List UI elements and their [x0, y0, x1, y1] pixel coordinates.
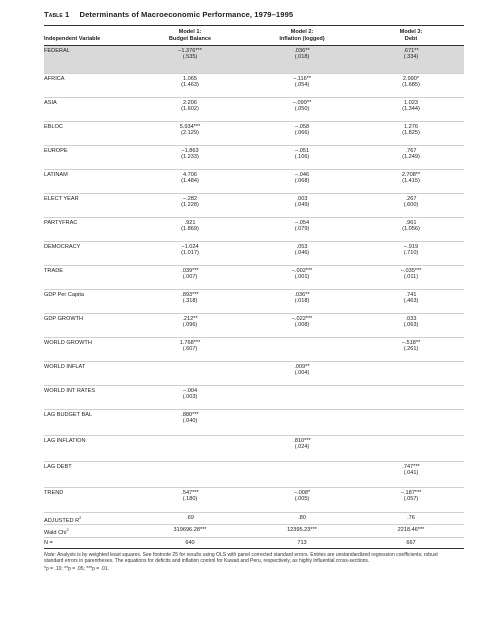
- model-2-cell: [246, 314, 358, 338]
- model-3-cell: [358, 386, 464, 410]
- model-3-cell: [358, 46, 464, 74]
- coefficient: .880***: [181, 412, 199, 418]
- model-2-cell: [246, 146, 358, 170]
- coefficient: 667: [406, 539, 416, 546]
- model-2-cell: [246, 386, 358, 410]
- variable-label-text: LAG DEBT: [44, 464, 72, 470]
- variable-label: [44, 462, 134, 488]
- standard-error: (.066): [294, 130, 310, 137]
- variable-label-text: WORLD INFLAT: [44, 364, 86, 370]
- coefficient: −.022***: [291, 316, 313, 322]
- standard-error: (.096): [182, 322, 198, 329]
- standard-error: (.004): [294, 370, 310, 377]
- table-number: Table 1: [44, 10, 70, 19]
- variable-label-text: WORLD INT RATES: [44, 388, 96, 394]
- table-row: [44, 290, 464, 314]
- table-row: [44, 122, 464, 146]
- variable-label-text: FEDERAL: [44, 48, 70, 54]
- model-1-cell: [134, 314, 246, 338]
- table-row: [44, 170, 464, 194]
- model-1-cell: [134, 218, 246, 242]
- standard-error: (.049): [294, 202, 310, 209]
- variable-label-text: LAG BUDGET BAL: [44, 412, 93, 418]
- coefficient: −.282: [182, 196, 198, 202]
- model-3-cell: [358, 74, 464, 98]
- model-3-cell: [358, 242, 464, 266]
- table-row: [44, 46, 464, 74]
- table-row: [44, 266, 464, 290]
- variable-label: [44, 242, 134, 266]
- variable-label-text: TREND: [44, 490, 64, 496]
- table-body: [44, 46, 464, 549]
- coefficient: .547***: [181, 490, 199, 496]
- variable-label: [44, 513, 134, 525]
- table-header-row: [44, 26, 464, 46]
- model-3-name: Debt: [404, 36, 418, 42]
- coefficient: 1.768***: [179, 340, 201, 346]
- model-1-cell: [134, 462, 246, 488]
- table-row: [44, 513, 464, 525]
- variable-label: [44, 146, 134, 170]
- coefficient: 5.934***: [179, 124, 201, 130]
- variable-label-text: ASIA: [44, 100, 57, 106]
- standard-error: (.463): [403, 298, 419, 305]
- model-2-cell: [246, 74, 358, 98]
- coefficient: .747***: [402, 464, 420, 470]
- table-row: [44, 410, 464, 436]
- independent-variable-header: Independent Variable: [44, 36, 101, 42]
- coefficient: −1.024: [181, 244, 199, 250]
- model-3-cell: [358, 290, 464, 314]
- coefficient: .053: [296, 244, 308, 250]
- table-row: [44, 338, 464, 362]
- variable-label: [44, 525, 134, 537]
- standard-error: (.180): [182, 496, 198, 503]
- standard-error: (.068): [294, 178, 310, 185]
- standard-error: (1.228): [181, 202, 199, 209]
- coefficient: .810***: [293, 438, 311, 444]
- coefficient: 2218.46***: [397, 527, 425, 534]
- variable-label: [44, 266, 134, 290]
- variable-label: [44, 122, 134, 146]
- coefficient: −.919: [403, 244, 419, 250]
- coefficient: −.051: [294, 148, 310, 154]
- coefficient: −.035***: [400, 268, 422, 274]
- model-3-cell: [358, 98, 464, 122]
- variable-label: [44, 436, 134, 462]
- model-3-cell: [358, 338, 464, 362]
- variable-label-text: EUROPE: [44, 148, 68, 154]
- model-1-cell: [134, 266, 246, 290]
- coefficient: −1.863: [181, 148, 199, 154]
- coefficient: 1.276: [404, 124, 418, 130]
- coefficient: −.004: [182, 388, 198, 394]
- coefficient: .961: [405, 220, 417, 226]
- note-text: Analysis is by weighted least squares. See footnote 25 for results using OLS with panel corrected standard errors. Entries are unstandardized regression coefficients; robust standard errors in parentheses. The equations for deficits and inflation control for Kuwait and Peru, respectively, as highly influential cross-sections.: [44, 551, 438, 564]
- standard-error: (1.602): [181, 106, 199, 113]
- model-3-cell: [358, 170, 464, 194]
- model-1-name: Budget Balance: [168, 36, 212, 42]
- variable-label: [44, 290, 134, 314]
- coefficient: .036**: [294, 292, 310, 298]
- variable-label: [44, 98, 134, 122]
- variable-label-text: LAG INFLATION: [44, 438, 86, 444]
- variable-label: [44, 314, 134, 338]
- variable-label: [44, 488, 134, 513]
- coefficient: .76: [407, 515, 415, 521]
- model-1-cell: [134, 488, 246, 513]
- standard-error: (1.233): [181, 154, 199, 161]
- standard-error: (.079): [294, 226, 310, 233]
- standard-error: (.008): [294, 322, 310, 329]
- variable-label-text: ELECT YEAR: [44, 196, 79, 202]
- variable-label: [44, 362, 134, 386]
- coefficient: .921: [184, 220, 196, 226]
- model-1-cell: [134, 362, 246, 386]
- model-1-cell: [134, 525, 246, 537]
- standard-error: (.535): [182, 54, 198, 61]
- standard-error: (1.056): [402, 226, 420, 233]
- coefficient: −.058: [294, 124, 310, 130]
- standard-error: (.050): [294, 106, 310, 113]
- standard-error: (.040): [182, 418, 198, 425]
- model-2-cell: [246, 290, 358, 314]
- variable-label: [44, 386, 134, 410]
- standard-error: (1.869): [181, 226, 199, 233]
- model-1-cell: [134, 146, 246, 170]
- model-2-cell: [246, 218, 358, 242]
- coefficient: −.187***: [400, 490, 422, 496]
- standard-error: (.710): [403, 250, 419, 257]
- standard-error: (2.129): [181, 130, 199, 137]
- model-2-cell: [246, 525, 358, 537]
- standard-error: (.018): [294, 54, 310, 61]
- note-label: Note:: [44, 551, 56, 558]
- standard-error: (.007): [182, 274, 198, 281]
- regression-table: [44, 25, 464, 549]
- model-2-cell: [246, 122, 358, 146]
- variable-label-text: Wald Chi: [44, 530, 67, 537]
- coefficient: .267: [405, 196, 417, 202]
- model-1-cell: [134, 98, 246, 122]
- coefficient: −.002***: [291, 268, 313, 274]
- coefficient: .009**: [294, 364, 310, 370]
- model-1-header: [134, 26, 246, 46]
- variable-label-text: AFRICA: [44, 76, 65, 82]
- coefficient: .036**: [294, 48, 310, 54]
- standard-error: (1.249): [402, 154, 420, 161]
- model-2-cell: [246, 266, 358, 290]
- table-row: [44, 525, 464, 537]
- standard-error: (.600): [403, 202, 419, 209]
- significance-legend: *p = .10; **p = .05; ***p = .01.: [44, 566, 109, 573]
- model-2-cell: [246, 410, 358, 436]
- standard-error: (.001): [294, 274, 310, 281]
- model-3-header: [358, 26, 464, 46]
- variable-label: [44, 74, 134, 98]
- coefficient: −.008*: [293, 490, 311, 496]
- variable-label-text: GDP Per Capita: [44, 292, 85, 298]
- variable-label-text: LATINAM: [44, 172, 68, 178]
- coefficient: .767: [405, 148, 417, 154]
- model-3-cell: [358, 266, 464, 290]
- table-note: [44, 552, 458, 565]
- standard-error: (.024): [294, 444, 310, 451]
- model-2-cell: [246, 362, 358, 386]
- coefficient: .039***: [181, 268, 199, 274]
- standard-error: (.046): [294, 250, 310, 257]
- table-row: [44, 462, 464, 488]
- model-3-cell: [358, 314, 464, 338]
- table-row: [44, 194, 464, 218]
- model-2-cell: [246, 242, 358, 266]
- variable-label-text: ADJUSTED R: [44, 517, 80, 524]
- coefficient: −1.376***: [178, 48, 202, 54]
- model-1-cell: [134, 537, 246, 548]
- document: [44, 10, 464, 572]
- coefficient: −.116**: [292, 76, 312, 82]
- table-title: [44, 10, 464, 19]
- model-3-cell: [358, 462, 464, 488]
- model-3-cell: [358, 218, 464, 242]
- standard-error: (.003): [182, 394, 198, 401]
- model-3-cell: [358, 436, 464, 462]
- model-2-cell: [246, 46, 358, 74]
- variable-label: [44, 46, 134, 74]
- standard-error: (1.463): [181, 82, 199, 89]
- variable-label: [44, 410, 134, 436]
- standard-error: (.607): [182, 346, 198, 353]
- coefficient: 319696.28***: [173, 527, 207, 534]
- standard-error: (.054): [294, 82, 310, 89]
- superscript: 2: [66, 527, 69, 533]
- model-3-cell: [358, 146, 464, 170]
- variable-label-text: TRADE: [44, 268, 63, 274]
- table-row: [44, 98, 464, 122]
- model-2-header: [246, 26, 358, 46]
- model-1-cell: [134, 410, 246, 436]
- variable-label-text: DEMOCRACY: [44, 244, 81, 250]
- model-3-cell: [358, 525, 464, 537]
- variable-label: [44, 194, 134, 218]
- coefficient: 713: [297, 539, 307, 546]
- model-3-number: Model 3:: [399, 29, 423, 35]
- model-2-cell: [246, 488, 358, 513]
- model-3-cell: [358, 537, 464, 548]
- table-row: [44, 242, 464, 266]
- table-row: [44, 386, 464, 410]
- coefficient: −.099**: [292, 100, 312, 106]
- table-row: [44, 537, 464, 548]
- table-row: [44, 146, 464, 170]
- coefficient: −.046: [294, 172, 310, 178]
- variable-label-text: WORLD GROWTH: [44, 340, 92, 346]
- standard-error: (.018): [294, 298, 310, 305]
- standard-error: (1.825): [402, 130, 420, 137]
- coefficient: .893***: [181, 292, 199, 298]
- model-1-cell: [134, 122, 246, 146]
- coefficient: .033: [405, 316, 417, 322]
- model-2-cell: [246, 513, 358, 525]
- variable-label-text: EBLOC: [44, 124, 63, 130]
- coefficient: .212**: [182, 316, 198, 322]
- model-3-cell: [358, 488, 464, 513]
- variable-label-text: GDP GROWTH: [44, 316, 84, 322]
- model-2-cell: [246, 170, 358, 194]
- model-1-cell: [134, 170, 246, 194]
- standard-error: (1.484): [181, 178, 199, 185]
- variable-label-text: PARTYFRAC: [44, 220, 78, 226]
- coefficient: .671**: [403, 48, 419, 54]
- coefficient: .741: [405, 292, 417, 298]
- coefficient: 640: [185, 539, 195, 546]
- standard-error: (1.415): [402, 178, 420, 185]
- standard-error: (1.685): [402, 82, 420, 89]
- standard-error: (.041): [403, 470, 419, 477]
- model-3-cell: [358, 410, 464, 436]
- variable-label: [44, 170, 134, 194]
- variable-label: [44, 338, 134, 362]
- model-2-cell: [246, 98, 358, 122]
- model-1-cell: [134, 436, 246, 462]
- coefficient: −.054: [294, 220, 310, 226]
- table-row: [44, 488, 464, 513]
- model-1-cell: [134, 46, 246, 74]
- coefficient: 2.708**: [401, 172, 421, 178]
- coefficient: .80: [298, 515, 306, 521]
- model-2-name: Inflation (logged): [279, 36, 325, 42]
- table-row: [44, 362, 464, 386]
- standard-error: (.261): [403, 346, 419, 353]
- model-2-cell: [246, 436, 358, 462]
- standard-error: (.334): [403, 54, 419, 61]
- table-title-text: Determinants of Macroeconomic Performance, 1979–1995: [79, 10, 294, 19]
- standard-error: (.057): [403, 496, 419, 503]
- coefficient: 1.065: [183, 76, 197, 82]
- standard-error: (.005): [294, 496, 310, 503]
- model-2-cell: [246, 462, 358, 488]
- model-3-cell: [358, 362, 464, 386]
- table-row: [44, 218, 464, 242]
- coefficient: 4.706: [183, 172, 197, 178]
- coefficient: .69: [186, 515, 194, 521]
- coefficient: 1.023: [404, 100, 418, 106]
- model-1-cell: [134, 338, 246, 362]
- model-1-cell: [134, 290, 246, 314]
- variable-label-text: N =: [44, 539, 53, 546]
- model-1-cell: [134, 386, 246, 410]
- model-3-cell: [358, 122, 464, 146]
- standard-error: (1.344): [402, 106, 420, 113]
- table-row: [44, 74, 464, 98]
- standard-error: (.318): [182, 298, 198, 305]
- model-3-cell: [358, 513, 464, 525]
- superscript: 2: [79, 515, 82, 520]
- standard-error: (.063): [403, 322, 419, 329]
- variable-label: [44, 537, 134, 548]
- table-row: [44, 314, 464, 338]
- model-2-cell: [246, 338, 358, 362]
- model-1-cell: [134, 194, 246, 218]
- model-3-cell: [358, 194, 464, 218]
- standard-error: (1.017): [181, 250, 199, 257]
- model-2-cell: [246, 194, 358, 218]
- table-row: [44, 436, 464, 462]
- coefficient: 2.206: [183, 100, 197, 106]
- model-1-cell: [134, 242, 246, 266]
- coefficient: 2.990*: [402, 76, 420, 82]
- variable-label: [44, 218, 134, 242]
- model-1-number: Model 1:: [178, 29, 202, 35]
- model-1-cell: [134, 513, 246, 525]
- standard-error: (.011): [403, 274, 419, 281]
- standard-error: (.106): [294, 154, 310, 161]
- coefficient: −.518**: [401, 340, 421, 346]
- coefficient: 12395.23***: [287, 527, 317, 534]
- coefficient: .003: [296, 196, 308, 202]
- model-2-cell: [246, 537, 358, 548]
- model-2-number: Model 2:: [290, 29, 314, 35]
- model-1-cell: [134, 74, 246, 98]
